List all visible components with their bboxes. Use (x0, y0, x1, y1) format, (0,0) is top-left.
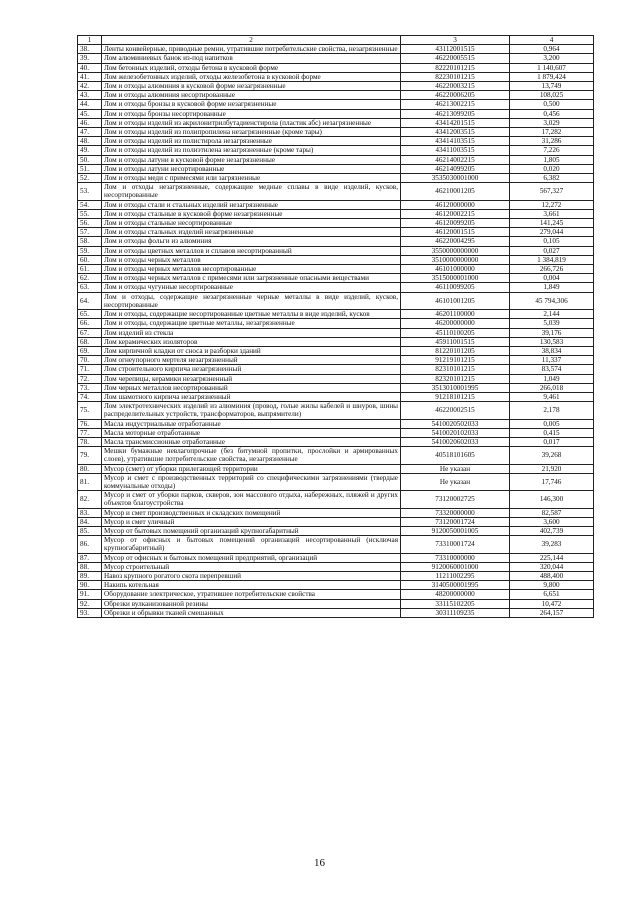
row-number-cell: 75. (78, 402, 102, 419)
row-number-cell: 88. (78, 562, 102, 571)
quantity-cell: 11,337 (510, 356, 594, 365)
quantity-cell: 39,268 (510, 447, 594, 464)
table-row (78, 100, 594, 109)
table-row (78, 473, 594, 490)
quantity-cell: 402,739 (510, 526, 594, 535)
quantity-cell: 1,049 (510, 374, 594, 383)
table-row (78, 526, 594, 535)
quantity-cell: 0,105 (510, 237, 594, 246)
column-number-row (78, 36, 594, 45)
waste-code-cell: Не указан (401, 473, 510, 490)
waste-name-cell: Лом и отходы стали и стальных изделий незагрязненные (102, 200, 401, 209)
row-number-cell: 81. (78, 473, 102, 490)
quantity-cell: 0,020 (510, 164, 594, 173)
waste-name-cell: Лом кирпичной кладки от сноса и разборки зданий (102, 346, 401, 355)
table-row (78, 508, 594, 517)
quantity-cell: 39,176 (510, 328, 594, 337)
quantity-cell: 39,283 (510, 536, 594, 553)
table-row (78, 209, 594, 218)
row-number-cell: 52. (78, 174, 102, 183)
waste-name-cell: Мусор от бытовых помещений организаций крупногабаритный (102, 526, 401, 535)
waste-code-cell: 82320101215 (401, 374, 510, 383)
waste-code-cell: 81220101205 (401, 346, 510, 355)
waste-code-cell: 5410020502033 (401, 419, 510, 428)
waste-name-cell: Лом и отходы, содержащие незагрязненные черные металлы в виде изделий, кусков, несортированные (102, 292, 401, 309)
quantity-cell: 0,456 (510, 109, 594, 118)
quantity-cell: 7,226 (510, 146, 594, 155)
column-header-2: 2 (102, 36, 401, 45)
table-row (78, 374, 594, 383)
waste-code-cell: 43414103515 (401, 137, 510, 146)
table-row (78, 590, 594, 599)
waste-table (77, 35, 594, 618)
table-row (78, 283, 594, 292)
waste-name-cell: Обрезки и обрывки тканей смешанных (102, 608, 401, 617)
waste-code-cell: 46220004295 (401, 237, 510, 246)
waste-code-cell: 5410020102033 (401, 428, 510, 437)
quantity-cell: 266,726 (510, 265, 594, 274)
row-number-cell: 58. (78, 237, 102, 246)
waste-code-cell: 46110099205 (401, 283, 510, 292)
waste-code-cell: 48200000000 (401, 590, 510, 599)
quantity-cell: 0,500 (510, 100, 594, 109)
table-row (78, 599, 594, 608)
waste-code-cell: 82220101215 (401, 63, 510, 72)
table-row (78, 536, 594, 553)
waste-name-cell: Лом и отходы алюминия несортированные (102, 91, 401, 100)
quantity-cell: 279,044 (510, 228, 594, 237)
waste-name-cell: Лом и отходы латуни в кусковой форме незагрязненные (102, 155, 401, 164)
table-row (78, 608, 594, 617)
quantity-cell: 38,834 (510, 346, 594, 355)
quantity-cell: 266,018 (510, 383, 594, 392)
waste-name-cell: Лом и отходы меди с примесями или загрязненные (102, 174, 401, 183)
row-number-cell: 87. (78, 553, 102, 562)
waste-name-cell: Масла трансмиссионные отработанные (102, 437, 401, 446)
waste-name-cell: Лом и отходы чугунные несортированные (102, 283, 401, 292)
quantity-cell: 9,461 (510, 392, 594, 401)
waste-name-cell: Лом и отходы бронзы в кусковой форме незагрязненные (102, 100, 401, 109)
table-row (78, 183, 594, 200)
waste-name-cell: Лом строительного кирпича незагрязненный (102, 365, 401, 374)
waste-name-cell: Масла индустриальные отработанные (102, 419, 401, 428)
row-number-cell: 39. (78, 54, 102, 63)
waste-code-cell: 3535030001000 (401, 174, 510, 183)
quantity-cell: 3,029 (510, 118, 594, 127)
waste-code-cell: 30311109235 (401, 608, 510, 617)
row-number-cell: 43. (78, 91, 102, 100)
waste-code-cell: 40518101605 (401, 447, 510, 464)
table-row (78, 447, 594, 464)
row-number-cell: 89. (78, 571, 102, 580)
table-row (78, 571, 594, 580)
waste-code-cell: 82230101215 (401, 72, 510, 81)
waste-code-cell: 43414201515 (401, 118, 510, 127)
table-row (78, 365, 594, 374)
waste-name-cell: Лом и отходы, содержащие несортированные цветные металлы в виде изделий, кусков (102, 310, 401, 319)
waste-code-cell: 46120099205 (401, 219, 510, 228)
row-number-cell: 76. (78, 419, 102, 428)
waste-name-cell: Мусор и смет от уборки парков, скверов, зон массового отдыха, набережных, пляжей и других объектов благоустройства (102, 491, 401, 508)
waste-code-cell: 46120002215 (401, 209, 510, 218)
quantity-cell: 1 384,819 (510, 255, 594, 264)
table-row (78, 137, 594, 146)
waste-code-cell: 33115102205 (401, 599, 510, 608)
quantity-cell: 31,286 (510, 137, 594, 146)
table-row (78, 63, 594, 72)
waste-name-cell: Масла моторные отработанные (102, 428, 401, 437)
row-number-cell: 77. (78, 428, 102, 437)
quantity-cell: 0,027 (510, 246, 594, 255)
waste-code-cell: 73120002725 (401, 491, 510, 508)
table-row (78, 402, 594, 419)
column-header-1: 1 (78, 36, 102, 45)
waste-name-cell: Навоз крупного рогатого скота перепревший (102, 571, 401, 580)
waste-name-cell: Лом и отходы стальных изделий незагрязненные (102, 228, 401, 237)
row-number-cell: 46. (78, 118, 102, 127)
quantity-cell: 3,200 (510, 54, 594, 63)
row-number-cell: 40. (78, 63, 102, 72)
waste-code-cell: 45911001515 (401, 337, 510, 346)
waste-code-cell: 11211002295 (401, 571, 510, 580)
waste-name-cell: Лом черных металлов несортированный (102, 383, 401, 392)
quantity-cell: 141,245 (510, 219, 594, 228)
waste-name-cell: Лом и отходы изделий из полипропилена незагрязненные (кроме тары) (102, 128, 401, 137)
quantity-cell: 567,327 (510, 183, 594, 200)
row-number-cell: 80. (78, 464, 102, 473)
column-header-3: 3 (401, 36, 510, 45)
table-row (78, 72, 594, 81)
waste-code-cell: 73120001724 (401, 517, 510, 526)
row-number-cell: 82. (78, 491, 102, 508)
table-row (78, 246, 594, 255)
waste-name-cell: Лом и отходы черных металлов (102, 255, 401, 264)
row-number-cell: 85. (78, 526, 102, 535)
quantity-cell: 21,920 (510, 464, 594, 473)
row-number-cell: 90. (78, 581, 102, 590)
waste-name-cell: Лом черепицы, керамики незагрязненный (102, 374, 401, 383)
waste-code-cell: 46101001205 (401, 292, 510, 309)
quantity-cell: 1 879,424 (510, 72, 594, 81)
waste-name-cell: Лом и отходы черных металлов несортированные (102, 265, 401, 274)
table-row (78, 437, 594, 446)
waste-name-cell: Обрезки вулканизованной резины (102, 599, 401, 608)
waste-name-cell: Мусор от офисных и бытовых помещений организаций несортированный (исключая крупногабаритный) (102, 536, 401, 553)
row-number-cell: 50. (78, 155, 102, 164)
table-row (78, 118, 594, 127)
waste-code-cell: 3140500001995 (401, 581, 510, 590)
row-number-cell: 48. (78, 137, 102, 146)
quantity-cell: 0,004 (510, 274, 594, 283)
waste-code-cell: 3550000000000 (401, 246, 510, 255)
waste-code-cell: 45110100205 (401, 328, 510, 337)
table-row (78, 274, 594, 283)
row-number-cell: 44. (78, 100, 102, 109)
waste-name-cell: Оборудование электрическое, утратившее потребительские свойства (102, 590, 401, 599)
quantity-cell: 1 140,607 (510, 63, 594, 72)
waste-name-cell: Лом шамотного кирпича незагрязненный (102, 392, 401, 401)
waste-code-cell: 43411003515 (401, 146, 510, 155)
waste-name-cell: Лом огнеупорного мертеля незагрязненный (102, 356, 401, 365)
waste-code-cell: 73310000000 (401, 553, 510, 562)
row-number-cell: 91. (78, 590, 102, 599)
table-row (78, 200, 594, 209)
row-number-cell: 70. (78, 356, 102, 365)
table-row (78, 464, 594, 473)
table-row (78, 174, 594, 183)
table-row (78, 383, 594, 392)
waste-code-cell: 46220002515 (401, 402, 510, 419)
waste-name-cell: Лом и отходы алюминия в кусковой форме незагрязненные (102, 82, 401, 91)
table-row (78, 237, 594, 246)
waste-code-cell: 9120050001005 (401, 526, 510, 535)
waste-name-cell: Лом и отходы изделий из полистирола незагрязненные (102, 137, 401, 146)
table-row (78, 310, 594, 319)
waste-name-cell: Лом и отходы фольги из алюминия (102, 237, 401, 246)
row-number-cell: 72. (78, 374, 102, 383)
waste-name-cell: Мусор строительный (102, 562, 401, 571)
table-row (78, 155, 594, 164)
row-number-cell: 55. (78, 209, 102, 218)
table-header (78, 36, 594, 45)
waste-code-cell: 43412003515 (401, 128, 510, 137)
quantity-cell: 3,600 (510, 517, 594, 526)
waste-code-cell: 46101000000 (401, 265, 510, 274)
table-row (78, 319, 594, 328)
waste-code-cell: 3510000000000 (401, 255, 510, 264)
waste-code-cell: 46201100000 (401, 310, 510, 319)
quantity-cell: 6,382 (510, 174, 594, 183)
row-number-cell: 49. (78, 146, 102, 155)
waste-name-cell: Мусор (смет) от уборки прилегающей территории (102, 464, 401, 473)
quantity-cell: 2,144 (510, 310, 594, 319)
quantity-cell: 10,472 (510, 599, 594, 608)
table-row (78, 419, 594, 428)
waste-name-cell: Лом и отходы цветных металлов и сплавов несортированный (102, 246, 401, 255)
waste-name-cell: Лом железобетонных изделий, отходы железобетона в кусковой форме (102, 72, 401, 81)
waste-code-cell: 82310101215 (401, 365, 510, 374)
quantity-cell: 146,300 (510, 491, 594, 508)
quantity-cell: 225,144 (510, 553, 594, 562)
waste-code-cell: 46213099205 (401, 109, 510, 118)
waste-name-cell: Лом и отходы изделий из полиэтилена незагрязненные (кроме тары) (102, 146, 401, 155)
waste-code-cell: 3513010001995 (401, 383, 510, 392)
waste-code-cell: 46214002215 (401, 155, 510, 164)
quantity-cell: 264,157 (510, 608, 594, 617)
quantity-cell: 0,017 (510, 437, 594, 446)
waste-name-cell: Мусор и смет уличный (102, 517, 401, 526)
row-number-cell: 74. (78, 392, 102, 401)
table-row (78, 128, 594, 137)
row-number-cell: 66. (78, 319, 102, 328)
quantity-cell: 0,005 (510, 419, 594, 428)
row-number-cell: 92. (78, 599, 102, 608)
row-number-cell: 63. (78, 283, 102, 292)
row-number-cell: 41. (78, 72, 102, 81)
waste-name-cell: Лом и отходы, содержащие цветные металлы, незагрязненные (102, 319, 401, 328)
row-number-cell: 45. (78, 109, 102, 118)
waste-name-cell: Мусор от офисных и бытовых помещений предприятий, организаций (102, 553, 401, 562)
waste-code-cell: 5410020602033 (401, 437, 510, 446)
row-number-cell: 84. (78, 517, 102, 526)
row-number-cell: 64. (78, 292, 102, 309)
quantity-cell: 1,805 (510, 155, 594, 164)
table-row (78, 164, 594, 173)
quantity-cell: 5,039 (510, 319, 594, 328)
waste-code-cell: 3515000001000 (401, 274, 510, 283)
row-number-cell: 42. (78, 82, 102, 91)
table-row (78, 109, 594, 118)
waste-code-cell: 46210001205 (401, 183, 510, 200)
quantity-cell: 6,651 (510, 590, 594, 599)
row-number-cell: 51. (78, 164, 102, 173)
waste-code-cell: 46120000000 (401, 200, 510, 209)
waste-name-cell: Лом и отходы незагрязненные, содержащие медные сплавы в виде изделий, кусков, несортированные (102, 183, 401, 200)
quantity-cell: 17,746 (510, 473, 594, 490)
waste-name-cell: Лом бетонных изделий, отходы бетона в кусковой форме (102, 63, 401, 72)
table-row (78, 292, 594, 309)
row-number-cell: 53. (78, 183, 102, 200)
row-number-cell: 71. (78, 365, 102, 374)
waste-name-cell: Лом керамических изоляторов (102, 337, 401, 346)
waste-name-cell: Лом алюминиевых банок из-под напитков (102, 54, 401, 63)
table-row (78, 265, 594, 274)
table-row (78, 392, 594, 401)
waste-name-cell: Лом и отходы бронзы несортированные (102, 109, 401, 118)
row-number-cell: 61. (78, 265, 102, 274)
table-row (78, 553, 594, 562)
quantity-cell: 82,587 (510, 508, 594, 517)
row-number-cell: 68. (78, 337, 102, 346)
waste-code-cell: 43112001515 (401, 45, 510, 54)
waste-code-cell: 73310001724 (401, 536, 510, 553)
row-number-cell: 65. (78, 310, 102, 319)
row-number-cell: 73. (78, 383, 102, 392)
waste-name-cell: Лом изделий из стекла (102, 328, 401, 337)
waste-name-cell: Мусор и смет с производственных территорий со специфическими загрязнениями (твердые коммунальные отходы) (102, 473, 401, 490)
row-number-cell: 56. (78, 219, 102, 228)
waste-code-cell: 46120001515 (401, 228, 510, 237)
quantity-cell: 320,044 (510, 562, 594, 571)
row-number-cell: 79. (78, 447, 102, 464)
waste-name-cell: Лом и отходы стальные несортированные (102, 219, 401, 228)
waste-code-cell: 46220005515 (401, 54, 510, 63)
waste-code-cell: Не указан (401, 464, 510, 473)
quantity-cell: 12,272 (510, 200, 594, 209)
table-row (78, 356, 594, 365)
row-number-cell: 59. (78, 246, 102, 255)
quantity-cell: 83,574 (510, 365, 594, 374)
table-row (78, 54, 594, 63)
table-row (78, 82, 594, 91)
row-number-cell: 38. (78, 45, 102, 54)
waste-code-cell: 46213002215 (401, 100, 510, 109)
waste-name-cell: Мусор и смет производственных и складских помещений (102, 508, 401, 517)
waste-name-cell: Лом и отходы черных металлов с примесями или загрязненные опасными веществами (102, 274, 401, 283)
quantity-cell: 1,849 (510, 283, 594, 292)
quantity-cell: 9,800 (510, 581, 594, 590)
waste-code-cell: 91219101215 (401, 356, 510, 365)
table-row (78, 255, 594, 264)
table-row (78, 91, 594, 100)
waste-code-cell: 46214099205 (401, 164, 510, 173)
waste-code-cell: 9120060001000 (401, 562, 510, 571)
quantity-cell: 130,583 (510, 337, 594, 346)
table-row (78, 517, 594, 526)
table-row (78, 146, 594, 155)
waste-name-cell: Лом электротехнических изделий из алюминия (провод, голые жилы кабелей и шнуров, шины распределительных устройств, трансформаторов, выпрямители) (102, 402, 401, 419)
row-number-cell: 60. (78, 255, 102, 264)
row-number-cell: 78. (78, 437, 102, 446)
waste-code-cell: 73320000000 (401, 508, 510, 517)
quantity-cell: 0,415 (510, 428, 594, 437)
quantity-cell: 488,400 (510, 571, 594, 580)
waste-name-cell: Лом и отходы стальные в кусковой форме незагрязненные (102, 209, 401, 218)
quantity-cell: 2,178 (510, 402, 594, 419)
document-page (77, 35, 593, 618)
waste-name-cell: Мешки бумажные невлагопрочные (без битумной пропитки, прослойки и армированных слоев), утратившие потребительские свойства, незагрязненные (102, 447, 401, 464)
row-number-cell: 54. (78, 200, 102, 209)
row-number-cell: 57. (78, 228, 102, 237)
row-number-cell: 93. (78, 608, 102, 617)
waste-code-cell: 46220006205 (401, 91, 510, 100)
column-header-4: 4 (510, 36, 594, 45)
row-number-cell: 86. (78, 536, 102, 553)
quantity-cell: 17,282 (510, 128, 594, 137)
table-body (78, 45, 594, 618)
quantity-cell: 3,661 (510, 209, 594, 218)
quantity-cell: 108,025 (510, 91, 594, 100)
table-row (78, 581, 594, 590)
waste-code-cell: 91218101215 (401, 392, 510, 401)
quantity-cell: 0,964 (510, 45, 594, 54)
table-row (78, 562, 594, 571)
waste-name-cell: Накипь котельная (102, 581, 401, 590)
waste-code-cell: 46220003215 (401, 82, 510, 91)
table-row (78, 346, 594, 355)
table-row (78, 491, 594, 508)
table-row (78, 337, 594, 346)
waste-code-cell: 46200000000 (401, 319, 510, 328)
table-row (78, 228, 594, 237)
waste-name-cell: Ленты конвейерные, приводные ремни, утратившие потребительские свойства, незагрязненные (102, 45, 401, 54)
quantity-cell: 13,749 (510, 82, 594, 91)
table-row (78, 219, 594, 228)
table-row (78, 45, 594, 54)
row-number-cell: 62. (78, 274, 102, 283)
row-number-cell: 83. (78, 508, 102, 517)
row-number-cell: 47. (78, 128, 102, 137)
row-number-cell: 67. (78, 328, 102, 337)
waste-name-cell: Лом и отходы изделий из акрилонитрилбутадиенстирола (пластик абс) незагрязненные (102, 118, 401, 127)
quantity-cell: 45 794,306 (510, 292, 594, 309)
table-row (78, 428, 594, 437)
page-number: 16 (314, 857, 325, 869)
waste-name-cell: Лом и отходы латуни несортированные (102, 164, 401, 173)
table-row (78, 328, 594, 337)
row-number-cell: 69. (78, 346, 102, 355)
